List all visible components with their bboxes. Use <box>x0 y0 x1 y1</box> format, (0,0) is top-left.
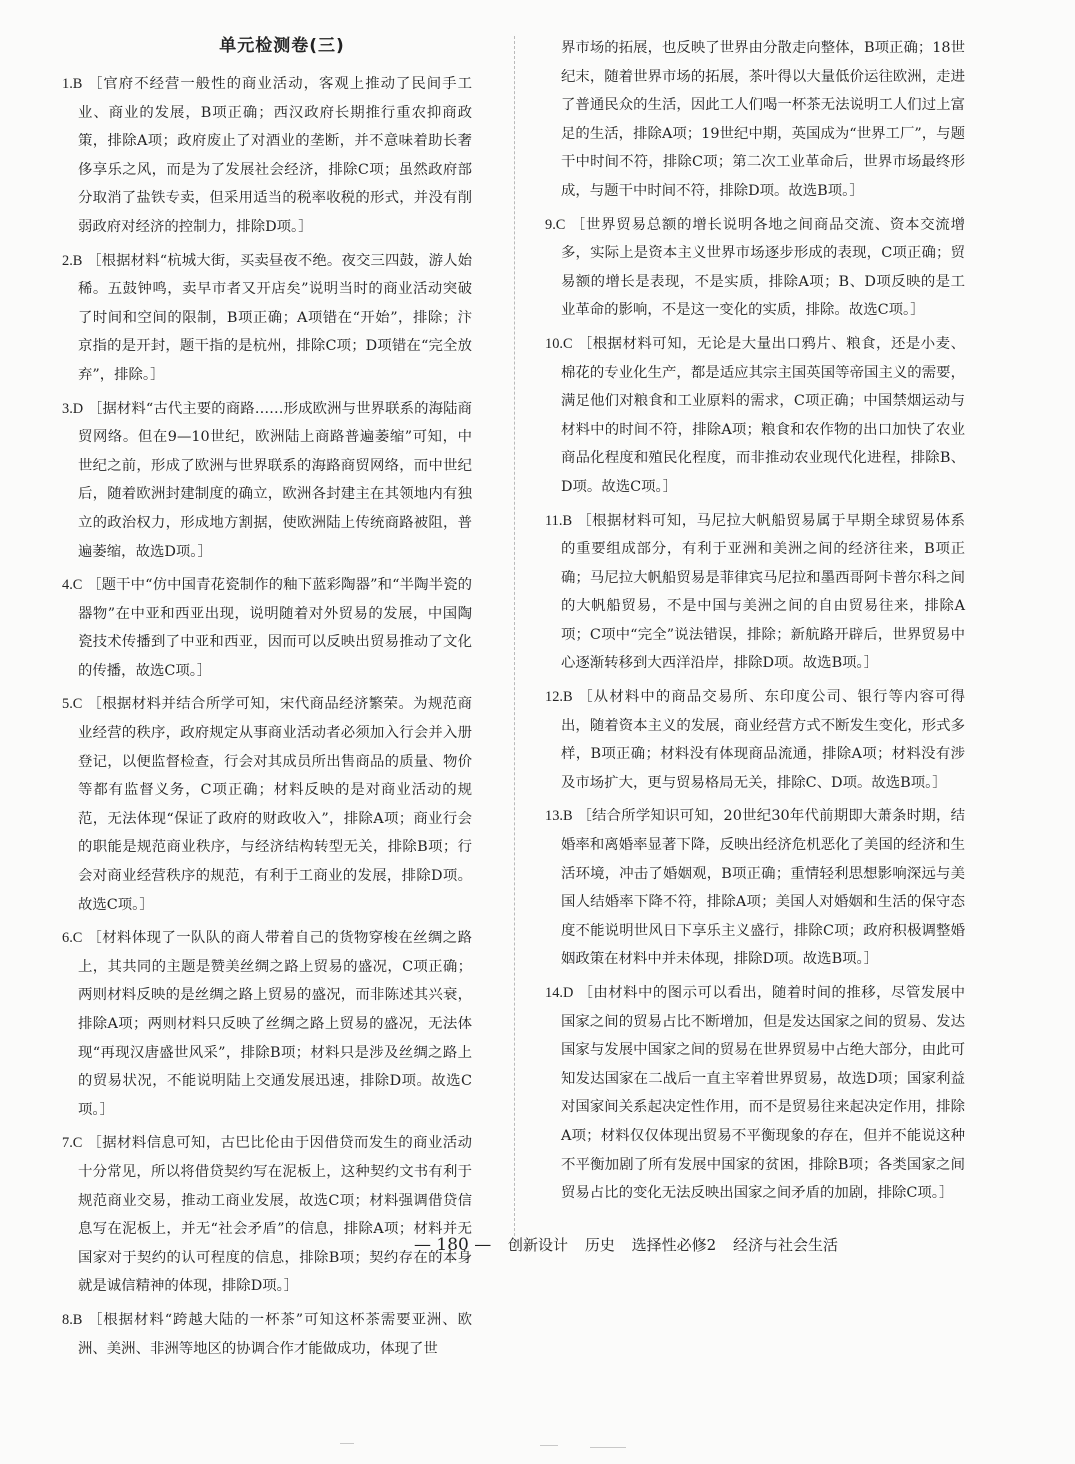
subject-name: 历史 <box>584 1236 615 1254</box>
answer-item <box>545 211 965 325</box>
volume-name: 选择性必修2 <box>631 1236 717 1254</box>
answer-number: 6.C <box>62 930 83 947</box>
answer-number: 5.C <box>62 696 83 713</box>
column-divider <box>514 36 515 1236</box>
scan-mark <box>590 1447 626 1448</box>
answer-item <box>62 247 472 390</box>
answer-item <box>545 507 965 679</box>
answer-explanation: ［官府不经营一般性的商业活动，客观上推动了民间手工业、商业的发展，B项正确；西汉政府长期推行重农抑商政策，排除A项；政府废止了对酒业的垄断，并不意味着助长奢侈享乐之风，而是为了发展社会经济，排除C项；虽然政府部分取消了盐铁专卖，但采用适当的税率收税的形式，并没有削弱政府对经济的控制力，排除D项。］ <box>78 76 472 235</box>
answer-explanation: ［结合所学知识可知，20世纪30年代前期即大萧条时期，结婚率和离婚率显著下降，反映出经济危机恶化了美国的经济和生活环境，冲击了婚姻观，B项正确；重情轻利思想影响深远与美国人结婚率下降不符，排除A项；美国人对婚姻和生活的保守态度不能说明世风日下享乐主义盛行，排除C项；政府积极调整婚姻政策在材料中并未体现，排除D项。故选B项。］ <box>561 808 966 968</box>
answer-explanation: ［据材料信息可知，古巴比伦由于因借贷而发生的商业活动十分常见，所以将借贷契约写在泥板上，这种契约文书有利于规范商业交易，推动工商业发展，故选C项；材料强调借贷信息写在泥板上，并无“社会矛盾”的信息，排除A项；材料并无国家对于契约的认可程度的信息，排除B项；契约存在的本身就是诚信精神的体现，排除D项。］ <box>78 1135 472 1295</box>
answer-number: 9.C <box>545 216 566 233</box>
answer-explanation: ［材料体现了一队队的商人带着自己的货物穿梭在丝绸之路上，其共同的主题是赞美丝绸之路上贸易的盛况，C项正确；两则材料反映的是丝绸之路上贸易的盛况，而非陈述其兴衰，排除A项；两则材料只反映了丝绸之路上贸易的盛况，无法体现“再现汉唐盛世风采”，排除B项；材料只是涉及丝绸之路上的贸易状况，不能说明陆上交通发展迅速，排除D项。故选C项。］ <box>78 930 472 1118</box>
answer-explanation: ［根据材料可知，无论是大量出口鸦片、粮食，还是小麦、棉花的专业化生产，都是适应其宗主国英国等帝国主义的需要，满足他们对粮食和工业原料的需求，C项正确；中国禁烟运动与材料中的时间不符，排除A项；粮食和农作物的出口加快了农业商品化程度和殖民化程度，而非推动农业现代化进程，排除B、D项。故选C项。］ <box>561 335 965 495</box>
answer-item <box>62 924 472 1124</box>
scan-mark <box>340 1443 354 1444</box>
topic-name: 经济与社会生活 <box>732 1236 838 1254</box>
right-column <box>545 34 965 1213</box>
left-column <box>62 34 472 1368</box>
answer-item <box>62 1306 472 1363</box>
answer-number: 7.C <box>62 1135 83 1152</box>
answer-explanation: ［根据材料“跨越大陆的一杯茶”可知这杯茶需要亚洲、欧洲、美洲、非洲等地区的协调合作才能做成功，体现了世 <box>78 1311 473 1357</box>
answer-number: 8.B <box>62 1311 83 1328</box>
page-number: — 180 — <box>414 1235 492 1255</box>
left-answer-list <box>62 70 472 1363</box>
answer-item <box>545 979 965 1208</box>
answer-number: 13.B <box>545 808 573 825</box>
answer-number: 2.B <box>62 252 83 269</box>
answer-number: 10.C <box>545 335 573 352</box>
answer-item <box>62 70 472 242</box>
answer-explanation: ［据材料“古代主要的商路……形成欧洲与世界联系的海陆商贸网络。但在9—10世纪，欧洲陆上商路普遍萎缩”可知，中世纪之前，形成了欧洲与世界联系的海路商贸网络，而中世纪后，随着欧洲封建制度的确立，欧洲各封建主在其领地内有独立的政治权力，形成地方割据，使欧洲陆上传统商路被阻，普遍萎缩，故选D项。］ <box>78 400 473 560</box>
right-answer-list <box>545 211 965 1208</box>
page-footer <box>402 1233 962 1257</box>
answer-explanation: ［根据材料可知，马尼拉大帆船贸易属于早期全球贸易体系的重要组成部分，有利于亚洲和美洲之间的经济往来，B项正确；马尼拉大帆船贸易是菲律宾马尼拉和墨西哥阿卡普尔科之间的大帆船贸易，不是中国与美洲之间的自由贸易往来，排除A项；C项中“完全”说法错误，排除；新航路开辟后，世界贸易中心逐渐转移到大西洋沿岸，排除D项。故选B项。］ <box>561 512 965 672</box>
answer-number: 3.D <box>62 400 84 417</box>
scan-mark <box>540 1445 558 1446</box>
answer-item <box>62 1129 472 1301</box>
book-name: 创新设计 <box>508 1236 569 1254</box>
answer-item <box>62 395 472 567</box>
answer-number: 1.B <box>62 76 83 92</box>
answer-continuation: 界市场的拓展，也反映了世界由分散走向整体，B项正确；18世纪末，随着世界市场的拓展，茶叶得以大量低价运往欧洲，走进了普通民众的生活，因此工人们喝一杯茶无法说明工人们过上富足的生活，排除A项；19世纪中期，英国成为“世界工厂”，与题干中时间不符，排除C项；第二次工业革命后，世界市场最终形成，与题干中时间不符，排除D项。故选B项。］ <box>561 40 965 199</box>
page-title: 单元检测卷(三) <box>219 36 345 56</box>
answer-item <box>545 802 965 974</box>
answer-item <box>62 690 472 919</box>
answer-item <box>545 683 965 797</box>
answer-explanation: ［题干中“仿中国青花瓷制作的釉下蓝彩陶器”和“半陶半瓷的器物”在中亚和西亚出现，说明随着对外贸易的发展，中国陶瓷技术传播到了中亚和西亚，因而可以反映出贸易推动了文化的传播，故选C项。］ <box>78 577 473 679</box>
answer-explanation: ［从材料中的商品交易所、东印度公司、银行等内容可得出，随着资本主义的发展，商业经营方式不断发生变化，形式多样，B项正确；材料没有体现商品流通，排除A项；材料没有涉及市场扩大，更与贸易格局无关，排除C、D项。故选B项。］ <box>561 689 965 791</box>
answer-number: 12.B <box>545 689 573 706</box>
answer-item <box>545 330 965 502</box>
answer-item <box>62 571 472 685</box>
answer-explanation: ［根据材料“杭城大街，买卖昼夜不绝。夜交三四鼓，游人始稀。五鼓钟鸣，卖早市者又开店矣”说明当时的商业活动突破了时间和空间的限制，B项正确；A项错在“开始”，排除；汴京指的是开封，题干指的是杭州，排除C项；D项错在“完全放弃”，排除。］ <box>78 252 473 383</box>
answer-number: 4.C <box>62 577 83 594</box>
answer-explanation: ［根据材料并结合所学可知，宋代商品经济繁荣。为规范商业经营的秩序，政府规定从事商业活动者必须加入行会并入册登记，以便监督检查，行会对其成员所出售商品的质量、物价等都有监督义务，C项正确；材料反映的是对商业活动的规范，无法体现“保证了政府的财政收入”，排除A项；商业行会的职能是规范商业秩序，与经济结构转型无关，排除B项；行会对商业经营秩序的规范，有利于工商业的发展，排除D项。故选C项。］ <box>78 696 472 913</box>
answer-explanation: ［世界贸易总额的增长说明各地之间商品交流、资本交流增多，实际上是资本主义世界市场逐步形成的表现，C项正确；贸易额的增长是表现，不是实质，排除A项；B、D项反映的是工业革命的影响，不是这一变化的实质，排除。故选C项。］ <box>561 216 965 319</box>
answer-explanation: ［由材料中的图示可以看出，随着时间的推移，尽管发展中国家之间的贸易占比不断增加，但是发达国家之间的贸易、发达国家与发展中国家之间的贸易在世界贸易中占绝大部分，由此可知发达国家在二战后一直主宰着世界贸易，故选D项；国家利益对国家间关系起决定性作用，而不是贸易往来起决定作用，排除A项；材料仅仅体现出贸易不平衡现象的存在，但并不能说这种不平衡加剧了所有发展中国家的贫困，排除B项；各类国家之间贸易占比的变化无法反映出国家之间矛盾的加剧，排除C项。］ <box>561 985 965 1202</box>
answer-number: 11.B <box>545 512 573 529</box>
answer-number: 14.D <box>545 985 574 1001</box>
